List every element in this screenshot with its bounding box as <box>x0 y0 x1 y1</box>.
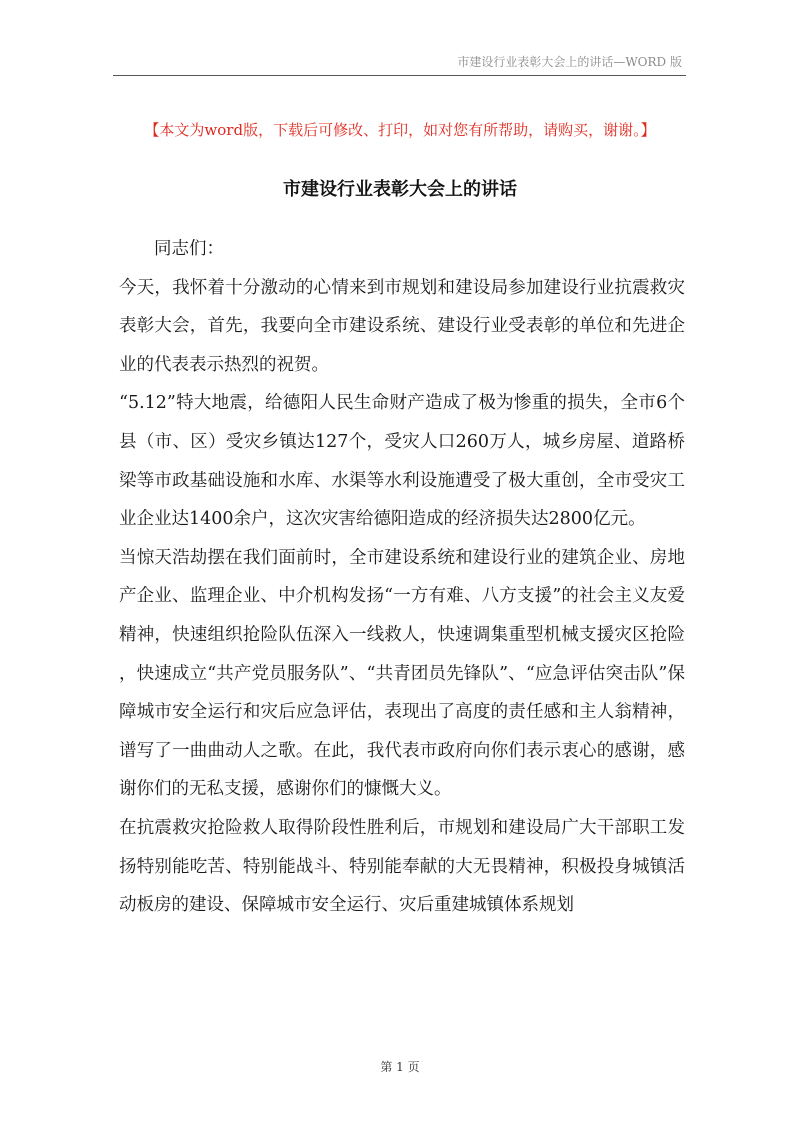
document-body <box>119 230 685 925</box>
document-title: 市建设行业表彰大会上的讲话 <box>283 179 517 200</box>
paragraph-opening: 今天，我怀着十分激动的心情来到市规划和建设局参加建设行业抗震救灾表彰大会，首先，我要向全市建设系统、建设行业受表彰的单位和先进企业的代表表示热烈的祝贺。 <box>119 277 685 375</box>
running-header: 市建设行业表彰大会上的讲话—WORD 版 <box>457 55 682 69</box>
download-notice: 【本文为word版，下载后可修改、打印，如对您有所帮助，请购买，谢谢。】 <box>144 121 656 139</box>
paragraph-reconstruction: 在抗震救灾抢险救人取得阶段性胜利后，市规划和建设局广大干部职工发扬特别能吃苦、特别能战斗、特别能奉献的大无畏精神，积极投身城镇活动板房的建设、保障城市安全运行、灾后重建城镇体系规划 <box>119 817 685 916</box>
header-divider <box>113 75 686 76</box>
paragraph-rescue-efforts: 当惊天浩劫摆在我们面前时，全市建设系统和建设行业的建筑企业、房地产企业、监理企业、中介机构发扬“一方有难、八方支援”的社会主义友爱精神，快速组织抢险队伍深入一线救人，快速调集重型机械支援灾区抢险，快速成立“共产党员服务队”、“共青团员先锋队”、“应急评估突击队”保障城市安全运行和灾后应急评估，表现出了高度的责任感和主人翁精神，谱写了一曲曲动人之歌。在此，我代表市政府向你们表示衷心的感谢，感谢你们的无私支援，感谢你们的慷慨大义。 <box>119 547 685 800</box>
paragraph-earthquake-losses: “5.12”特大地震，给德阳人民生命财产造成了极为惨重的损失，全市6个县（市、区）受灾乡镇达127个，受灾人口260万人，城乡房屋、道路桥梁等市政基础设施和水库、水渠等水利设施遭受了极大重创，全市受灾工业企业达1400余户，这次灾害给德阳造成的经济损失达2800亿元。 <box>119 393 685 530</box>
salutation: 同志们： <box>154 239 224 259</box>
page-number: 第 1 页 <box>380 1060 420 1074</box>
